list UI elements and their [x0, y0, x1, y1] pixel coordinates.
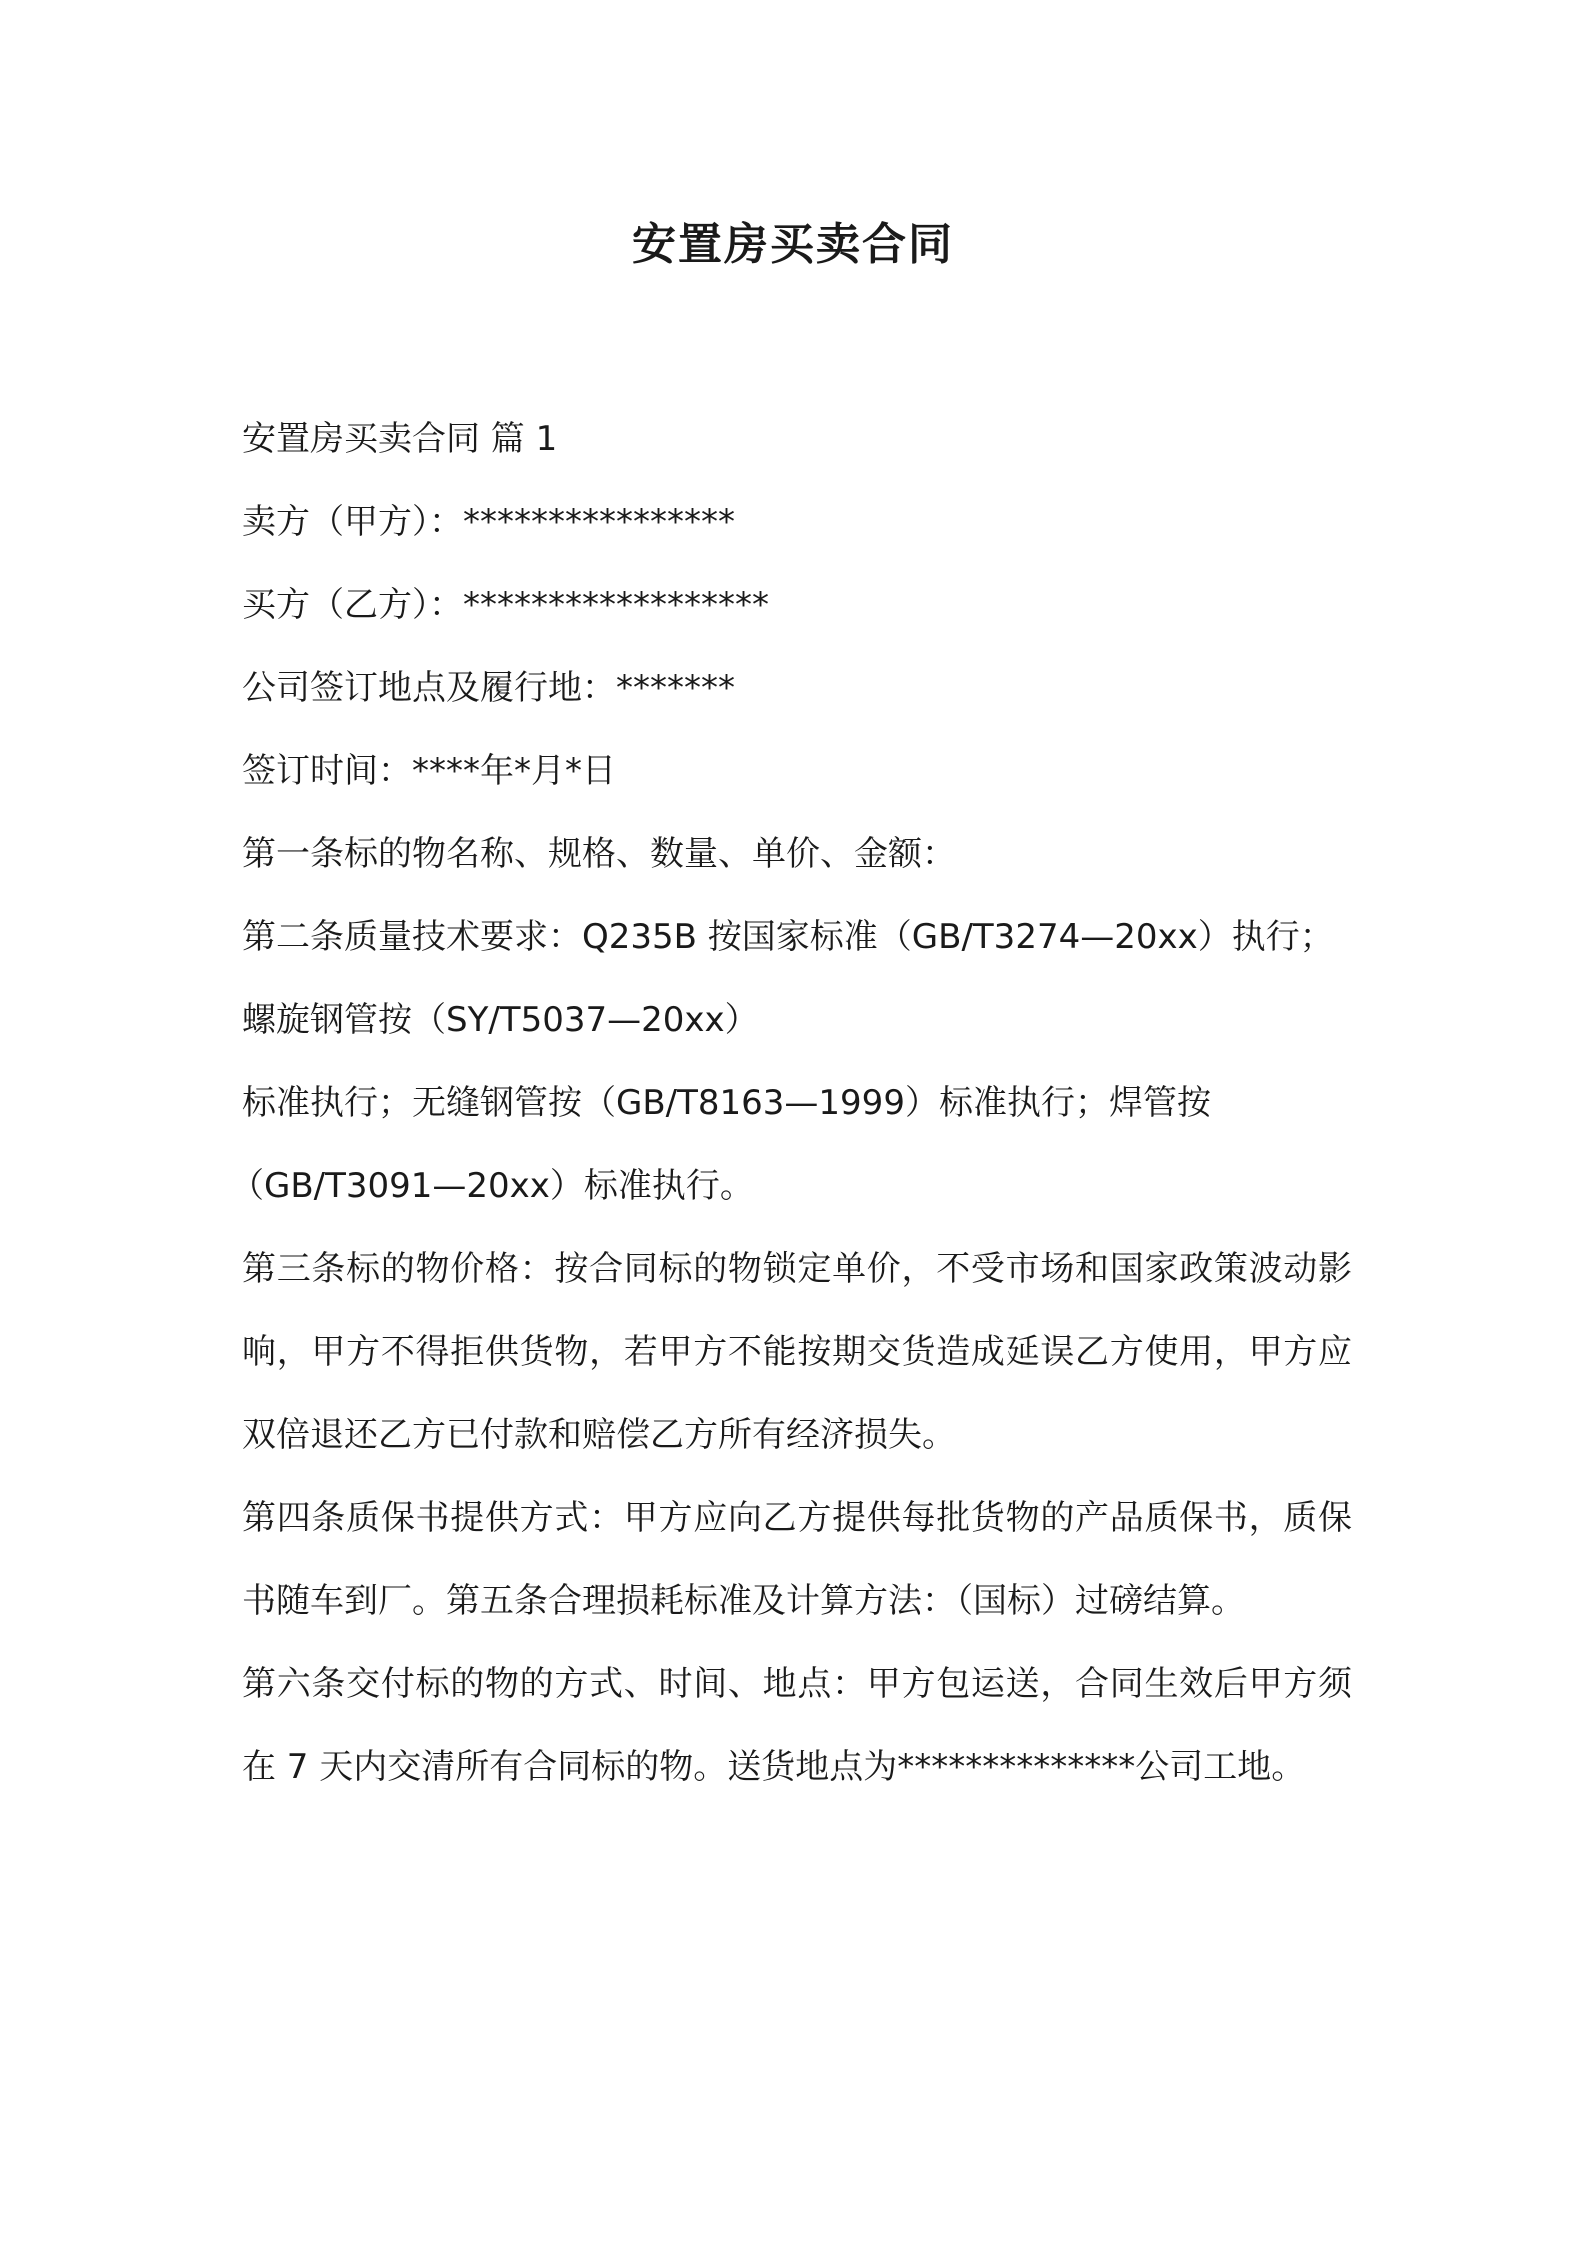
signing-date-line: 签订时间：****年*月*日 — [242, 751, 616, 791]
article-3: 第三条标的物价格：按合同标的物锁定单价，不受市场和国家政策波动影响，甲方不得拒供货物，若甲方不能按期交货造成延误乙方使用，甲方应双倍退还乙方已付款和赔偿乙方所有经济损失。 — [242, 1249, 1352, 1455]
article-2-line-4: （GB/T3091—20xx）标准执行。 — [230, 1166, 754, 1206]
article-6: 第六条交付标的物的方式、时间、地点：甲方包运送，合同生效后甲方须在 7 天内交清所有合同标的物。送货地点为**************公司工地。 — [242, 1664, 1352, 1787]
document-title: 安置房买卖合同 — [632, 219, 954, 270]
article-2-line-1: 第二条质量技术要求：Q235B 按国家标准（GB/T3274—20xx）执行； — [242, 917, 1334, 957]
buyer-line: 买方（乙方）：****************** — [242, 585, 769, 625]
article-4-5: 第四条质保书提供方式：甲方应向乙方提供每批货物的产品质保书，质保书随车到厂。第五条合理损耗标准及计算方法：（国标）过磅结算。 — [242, 1498, 1352, 1621]
contract-heading: 安置房买卖合同 篇 1 — [242, 419, 558, 459]
article-2-line-3: 标准执行；无缝钢管按（GB/T8163—1999）标准执行；焊管按 — [242, 1083, 1211, 1123]
article-1: 第一条标的物名称、规格、数量、单价、金额： — [242, 834, 956, 874]
seller-line: 卖方（甲方）：**************** — [242, 502, 735, 542]
signing-place-line: 公司签订地点及履行地：******* — [242, 668, 735, 708]
document-body — [230, 398, 1352, 1809]
article-2-line-2: 螺旋钢管按（SY/T5037—20xx） — [242, 1000, 759, 1040]
